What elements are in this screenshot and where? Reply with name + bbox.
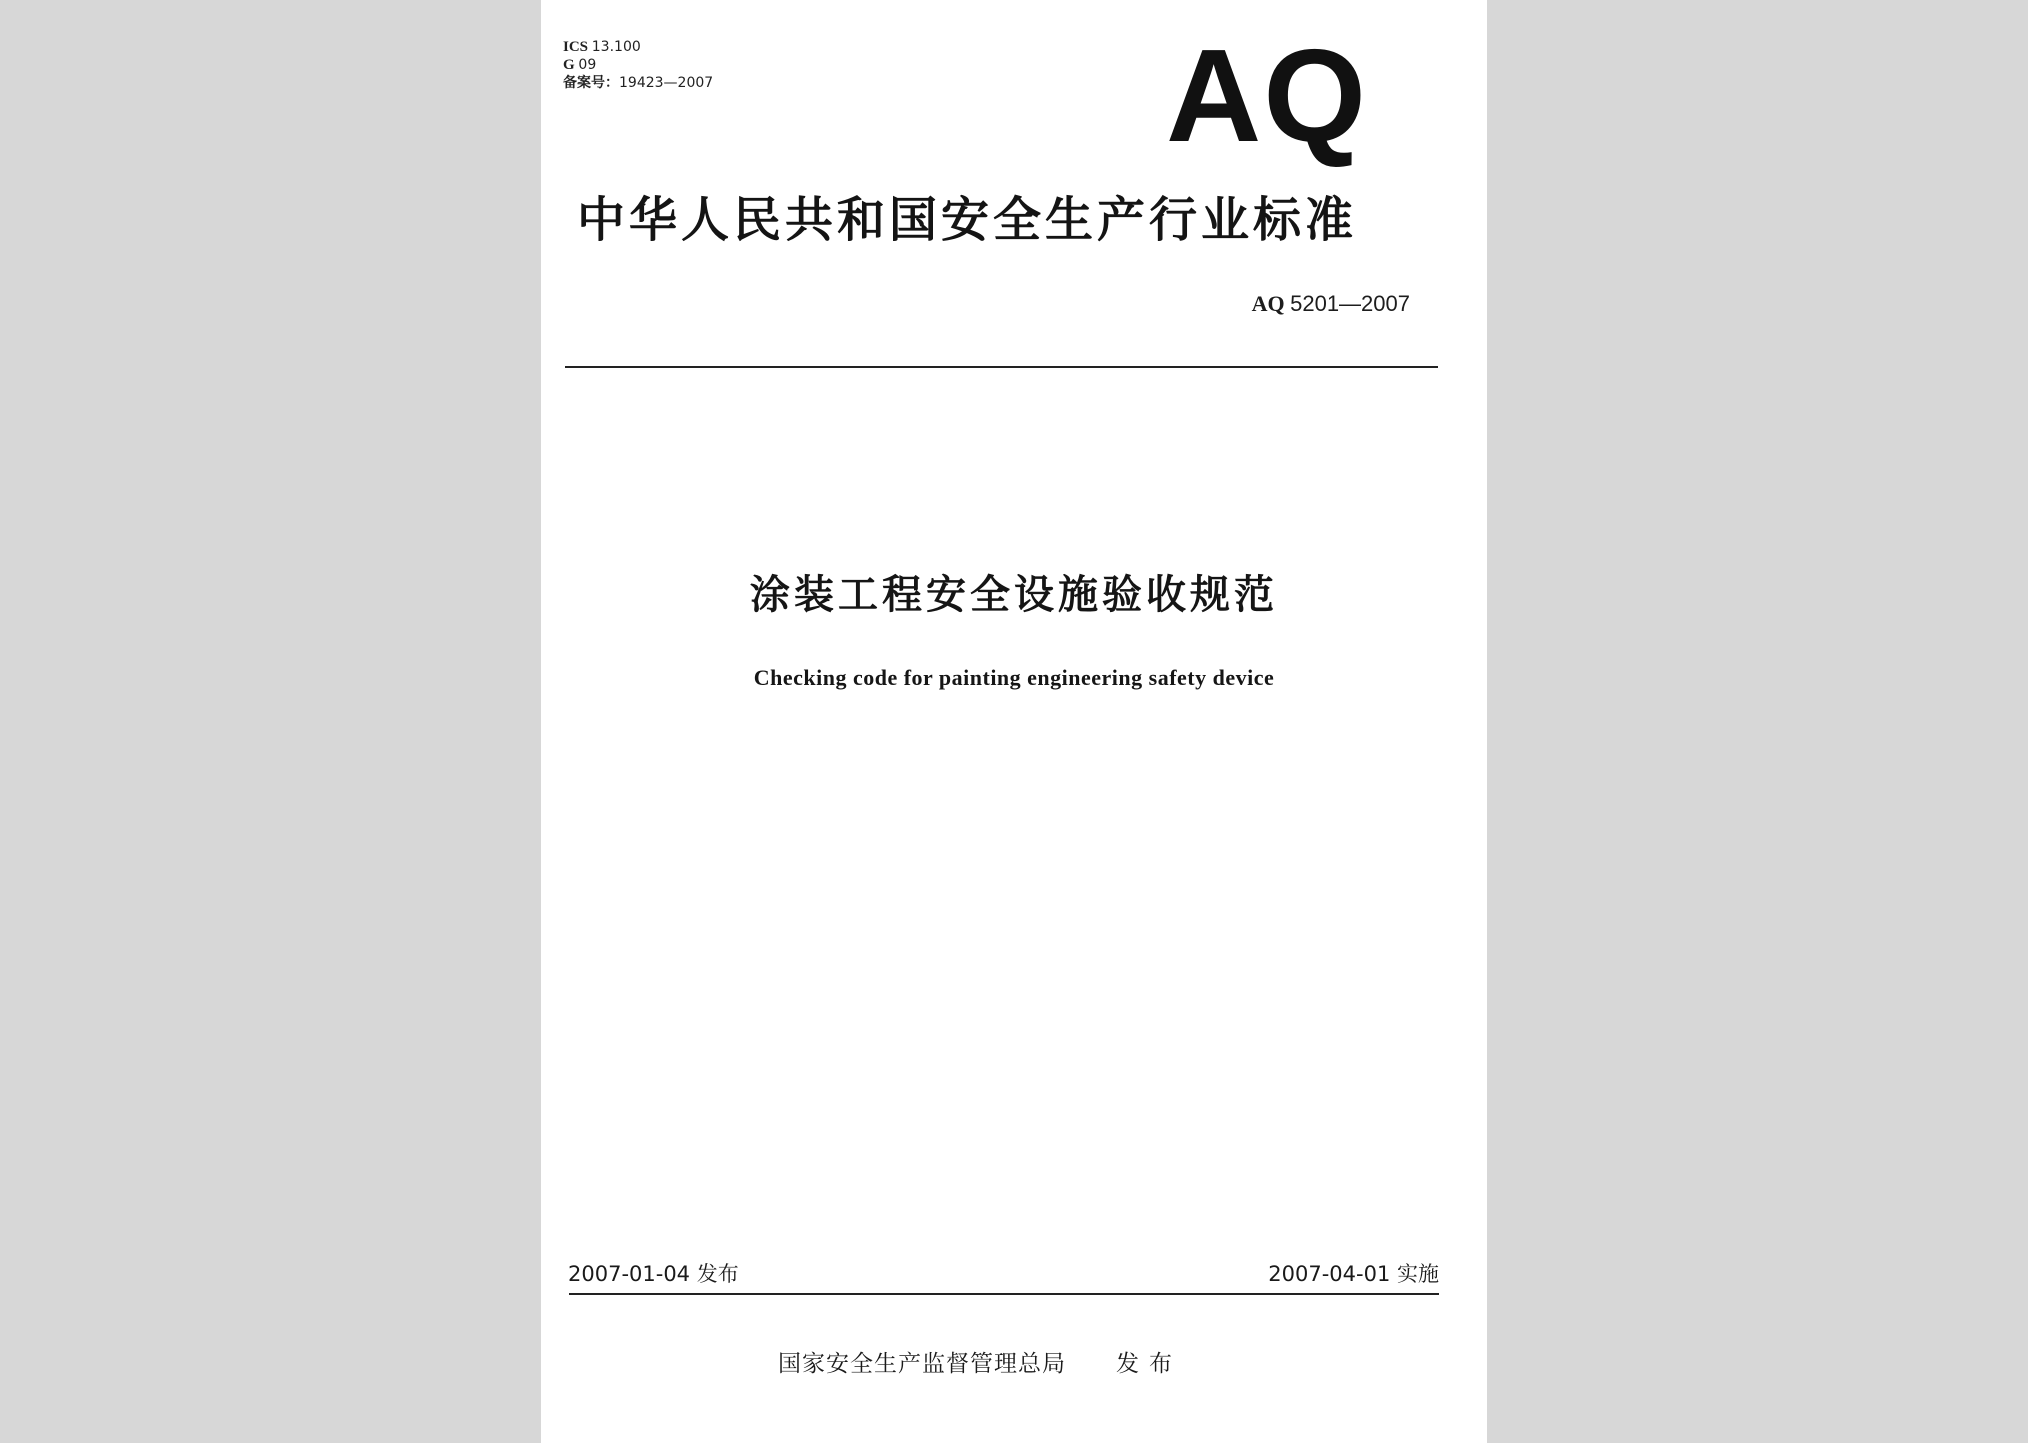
classification-block bbox=[563, 38, 713, 92]
ics-value: 13.100 bbox=[591, 39, 641, 55]
ccs-label: G bbox=[563, 57, 575, 73]
ccs-line bbox=[563, 56, 713, 74]
document-title-en: Checking code for painting engineering safety device bbox=[753, 665, 1275, 690]
document-title-zh: 涂装工程安全设施验收规范 bbox=[750, 572, 1278, 618]
standard-code-prefix: AQ bbox=[1251, 291, 1285, 316]
footer-divider bbox=[569, 1293, 1439, 1295]
header-divider bbox=[565, 366, 1438, 368]
standard-code-number: 5201—2007 bbox=[1290, 291, 1410, 316]
filing-value: 19423—2007 bbox=[619, 75, 714, 91]
publisher-action: 发布 bbox=[1116, 1351, 1182, 1377]
ics-label: ICS bbox=[563, 39, 589, 55]
publisher-line bbox=[778, 1350, 1182, 1378]
filing-line bbox=[563, 74, 713, 92]
standard-category-title: 中华人民共和国安全生产行业标准 bbox=[577, 192, 1358, 248]
issue-date: 2007-01-04 发布 bbox=[568, 1262, 739, 1286]
aq-logo: AQ bbox=[1166, 22, 1368, 169]
ics-line bbox=[563, 38, 713, 56]
effective-date: 2007-04-01 实施 bbox=[1268, 1262, 1439, 1286]
document-cover-page bbox=[541, 0, 1487, 1443]
publisher-name: 国家安全生产监督管理总局 bbox=[778, 1351, 1066, 1377]
filing-label: 备案号： bbox=[563, 75, 619, 91]
standard-code bbox=[1252, 291, 1410, 317]
ccs-value: 09 bbox=[578, 57, 597, 73]
